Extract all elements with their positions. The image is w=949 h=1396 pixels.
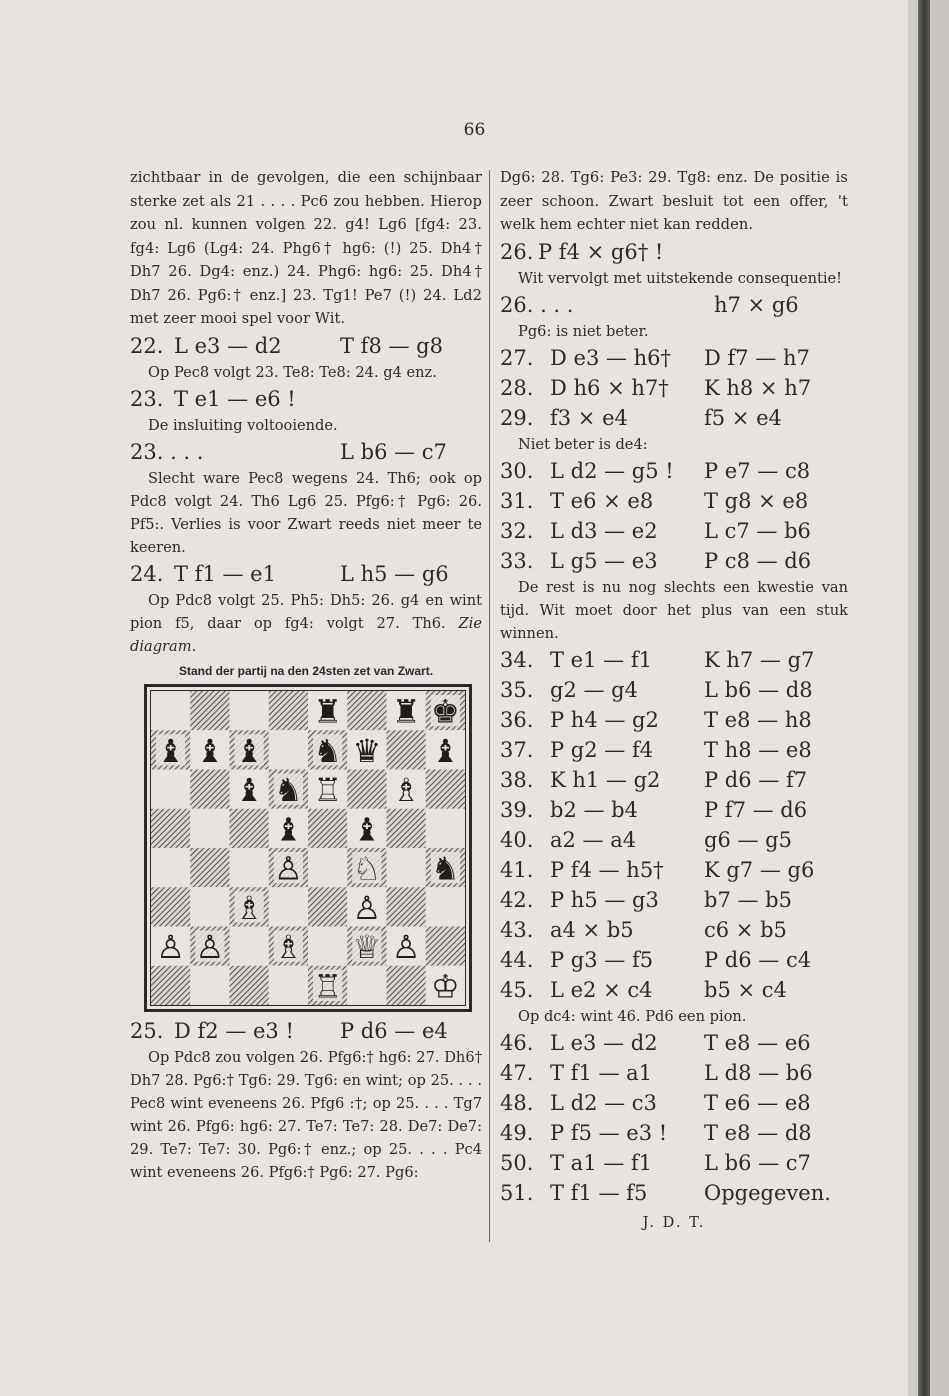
chess-piece-h7: ♝ (431, 731, 460, 770)
chess-piece-g8: ♜ (391, 692, 421, 731)
chess-piece-b2: ♙ (195, 927, 225, 966)
move-row: 35. g2 — g4 L b6 — d8 (500, 677, 813, 702)
chess-piece-h1: ♔ (431, 966, 460, 1005)
move-row: 30. L d2 — g5 ! P e7 — c8 (500, 458, 811, 483)
move-row: 31. T e6 × e8 T g8 × e8 (500, 488, 809, 513)
board-square (190, 887, 229, 926)
board-square (347, 965, 386, 1004)
board-square (426, 926, 465, 965)
board-square (347, 691, 386, 730)
board-square (269, 691, 308, 730)
diagram-reference: Zie diagram. (130, 614, 482, 655)
board-square (151, 965, 190, 1004)
column-divider (489, 170, 490, 1242)
moves-34-45 (500, 645, 848, 1005)
board-square (230, 965, 269, 1004)
chess-piece-e8: ♜ (313, 692, 342, 731)
chess-piece-h4: ♞ (431, 849, 460, 888)
chess-piece-c6: ♝ (234, 770, 264, 809)
board-square (426, 808, 465, 847)
board-square (151, 848, 190, 887)
board-square (151, 769, 190, 808)
chess-piece-e6: ♖ (313, 770, 342, 809)
page-edge (908, 0, 918, 1396)
chess-piece-b7: ♝ (195, 731, 225, 770)
move-22: 22. L e3 — d2 T f8 — g8 (130, 333, 443, 358)
move-row: 34. T e1 — f1 K h7 — g7 (500, 647, 815, 672)
board-square (230, 691, 269, 730)
move-row: 51. T f1 — f5 Opgegeven. (500, 1180, 831, 1205)
note-45: Op dc4: wint 46. Pd6 een pion. (518, 1007, 747, 1025)
move-row: 37. P g2 — f4 T h8 — e8 (500, 737, 812, 762)
board-square (426, 769, 465, 808)
chess-piece-c7: ♝ (234, 731, 264, 770)
move-row: 44. P g3 — f5 P d6 — c4 (500, 947, 812, 972)
board-square (387, 887, 426, 926)
chess-piece-c3: ♗ (234, 888, 264, 927)
move-23: 23. T e1 — e6 ! (130, 386, 296, 411)
chess-piece-h8: ♚ (431, 692, 460, 731)
chess-piece-d2: ♗ (274, 927, 303, 966)
move-26: 26. P f4 × g6† ! (500, 239, 664, 264)
moves-30-33 (500, 456, 848, 576)
note-23: De insluiting voltooiende. (148, 416, 338, 434)
board-square (190, 769, 229, 808)
chess-piece-g6: ♗ (391, 770, 421, 809)
book-spine-shadow (918, 0, 930, 1396)
signature: J. D. T. (642, 1213, 706, 1231)
chess-piece-e1: ♖ (313, 966, 342, 1005)
move-row: 33. L g5 — e3 P c8 — d6 (500, 548, 812, 573)
board-square (387, 848, 426, 887)
board-square (151, 887, 190, 926)
moves-46-51 (500, 1028, 848, 1208)
move-row: 42. P h5 — g3 b7 — b5 (500, 887, 792, 912)
board-square (190, 965, 229, 1004)
move-23-black: 23. . . . L b6 — c7 (130, 439, 447, 464)
board-square (230, 848, 269, 887)
note-24: Op Pdc8 volgt 25. Ph5: Dh5: 26. g4 en wint pion f5, daar op fg4: volgt 27. Th6. Zie diagram. (130, 591, 482, 655)
intro-paragraph: zichtbaar in de gevolgen, die een schijnbaar sterke zet als 21 . . . . Pc6 zou hebben. Hierop zou nl. kunnen volgen 22. g4! Lg6 [fg4: 23. fg4: Lg6 (Lg4: 24. Phg6† hg6: (!) 25. Dh4† Dh7 26. Dg4: enz.) 24. Phg6: hg6: 25. Dh4† Dh7 26. Pg6:† enz.] 23. Tg1! Pe7 (!) 24. Ld2 met zeer mooi spel voor Wit. (130, 169, 482, 327)
chess-piece-f5: ♝ (352, 809, 382, 848)
board-square (269, 965, 308, 1004)
page-number: 66 (463, 120, 486, 140)
chess-piece-f3: ♙ (352, 888, 382, 927)
move-25: 25. D f2 — e3 ! P d6 — e4 (130, 1018, 448, 1043)
board-square (230, 926, 269, 965)
move-row: 45. L e2 × c4 b5 × c4 (500, 977, 787, 1002)
board-square (347, 769, 386, 808)
chess-piece-f7: ♛ (352, 731, 382, 770)
board-square (387, 965, 426, 1004)
chess-piece-d4: ♙ (274, 849, 303, 888)
right-column (500, 166, 848, 1231)
note-23-black: Slecht ware Pec8 wegens 24. Th6; ook op Pdc8 volgt 24. Th6 Lg6 25. Pfg6:† Pg6: 26. Pf5:. Verlies is voor Zwart reeds niet meer te keeren. (130, 469, 482, 556)
board-square (190, 691, 229, 730)
board-square (308, 808, 347, 847)
move-row: 29. f3 × e4 f5 × e4 (500, 405, 782, 430)
move-row: 46. L e3 — d2 T e8 — e6 (500, 1030, 811, 1055)
note-25: Op Pdc8 zou volgen 26. Pfg6:† hg6: 27. Dh6† Dh7 28. Pg6:† Tg6: 29. Tg6: en wint; op 25. . . . Pec8 wint eveneens 26. Pfg6 :†; op 25. . . . Tg7 wint 26. Pfg6: hg6: 27. Te7: Te7: 28. De7: De7: 29. Te7: Te7: 30. Pg6:† enz.; op 25. . . . Pc4 wint eveneens 26. Pfg6:† Pg6: 27. Pg6: (130, 1048, 482, 1181)
board-square (151, 691, 190, 730)
scan-background (930, 0, 949, 1396)
note-26: Wit vervolgt met uitstekende consequentie! (518, 269, 843, 287)
board-square (426, 887, 465, 926)
move-row: 49. P f5 — e3 ! T e8 — d8 (500, 1120, 812, 1145)
chess-piece-d5: ♝ (274, 809, 303, 848)
move-row: 32. L d3 — e2 L c7 — b6 (500, 518, 811, 543)
board-square (387, 808, 426, 847)
board-square (190, 808, 229, 847)
diagram-caption: Stand der partij na den 24sten zet van Zwart. (178, 663, 434, 678)
move-row: 28. D h6 × h7† K h8 × h7 (500, 375, 812, 400)
board-square (308, 887, 347, 926)
board-square (387, 730, 426, 769)
board-square (230, 808, 269, 847)
move-row: 48. L d2 — c3 T e6 — e8 (500, 1090, 811, 1115)
move-26-black: 26. . . . h7 × g6 (500, 292, 799, 317)
board-square (151, 808, 190, 847)
move-row: 27. D e3 — h6† D f7 — h7 (500, 345, 810, 370)
chess-diagram (144, 684, 472, 1012)
board-square (308, 926, 347, 965)
board-square (308, 848, 347, 887)
move-row: 50. T a1 — f1 L b6 — c7 (500, 1150, 811, 1175)
note-29: Niet beter is de4: (518, 435, 648, 453)
chess-piece-f2: ♕ (352, 927, 382, 966)
note-26-black: Pg6: is niet beter. (518, 322, 649, 340)
move-row: 36. P h4 — g2 T e8 — h8 (500, 707, 812, 732)
move-row: 41. P f4 — h5† K g7 — g6 (500, 857, 815, 882)
chess-piece-g2: ♙ (391, 927, 421, 966)
board-square (269, 730, 308, 769)
continuation-paragraph: Dg6: 28. Tg6: Pe3: 29. Tg8: enz. De positie is zeer schoon. Zwart besluit tot een offer, 't welk hem echter niet kan redden. (500, 169, 848, 233)
move-row: 38. K h1 — g2 P d6 — f7 (500, 767, 808, 792)
chess-board (151, 691, 465, 1005)
chess-piece-e7: ♞ (313, 731, 342, 770)
chess-piece-a2: ♙ (156, 927, 185, 966)
chess-piece-a7: ♝ (156, 731, 185, 770)
note-33: De rest is nu nog slechts een kwestie van tijd. Wit moet door het plus van een stuk winnen. (500, 578, 848, 642)
move-row: 39. b2 — b4 P f7 — d6 (500, 797, 808, 822)
move-row: 43. a4 × b5 c6 × b5 (500, 917, 787, 942)
moves-27-29 (500, 343, 848, 433)
chess-piece-f4: ♘ (352, 849, 382, 888)
left-column (130, 166, 482, 1184)
board-square (269, 887, 308, 926)
chess-piece-d6: ♞ (274, 770, 303, 809)
note-22: Op Pec8 volgt 23. Te8: Te8: 24. g4 enz. (148, 363, 437, 381)
board-square (190, 848, 229, 887)
move-row: 47. T f1 — a1 L d8 — b6 (500, 1060, 813, 1085)
move-24: 24. T f1 — e1 L h5 — g6 (130, 561, 449, 586)
move-row: 40. a2 — a4 g6 — g5 (500, 827, 792, 852)
